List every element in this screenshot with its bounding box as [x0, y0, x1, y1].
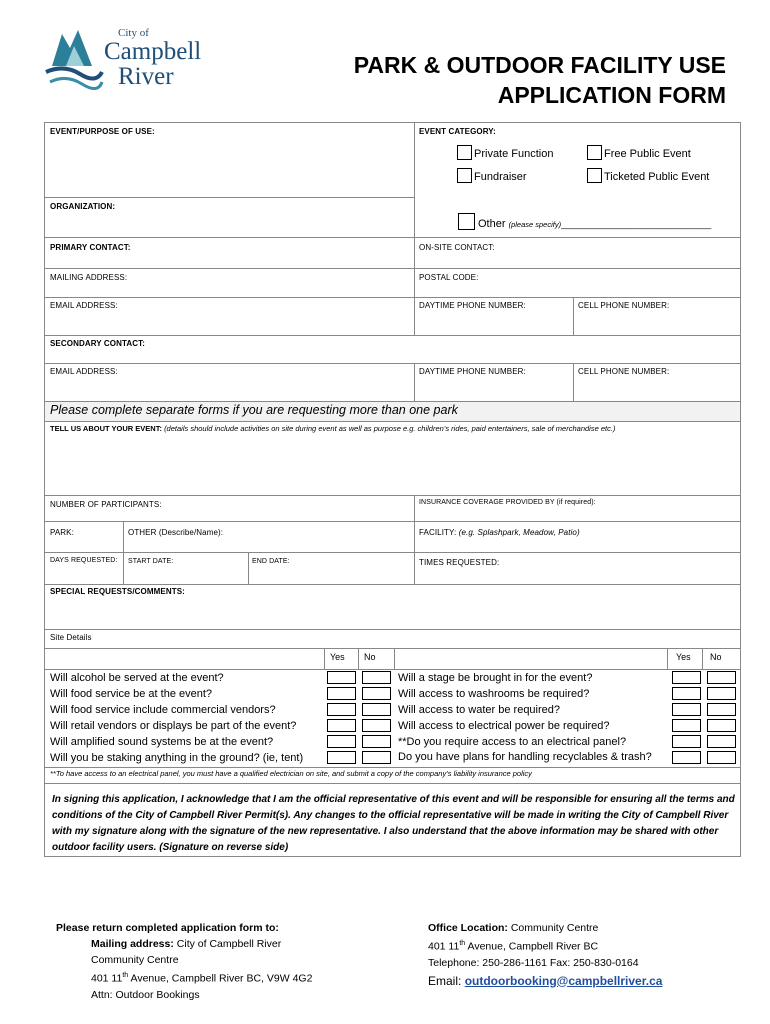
- yes-box-left-3[interactable]: [327, 703, 356, 716]
- office-line-2-sup: th: [459, 940, 466, 947]
- office-label: Office Location:: [428, 922, 508, 934]
- postal-code-label: POSTAL CODE:: [419, 273, 479, 282]
- yes-box-right-6[interactable]: [672, 751, 701, 764]
- no-box-right-5[interactable]: [707, 735, 736, 748]
- other-blank: ______________________________: [561, 219, 712, 229]
- question-left-4: Will retail vendors or displays be part of the event?: [50, 720, 297, 732]
- participants-label: NUMBER OF PARTICIPANTS:: [50, 500, 162, 509]
- office-value: Community Centre: [510, 922, 599, 934]
- ticketed-public-event-checkbox[interactable]: [587, 168, 602, 183]
- primary-contact-label: PRIMARY CONTACT:: [50, 243, 131, 252]
- mailing-line-4: Attn: Outdoor Bookings: [91, 988, 200, 1001]
- title-line-1: PARK & OUTDOOR FACILITY USE: [353, 52, 726, 78]
- email-label: Email:: [428, 973, 465, 988]
- title-line-2: APPLICATION FORM: [497, 82, 726, 108]
- no-box-right-6[interactable]: [707, 751, 736, 764]
- logo-city-of: City of: [118, 27, 149, 39]
- question-left-3: Will food service include commercial vendors?: [50, 704, 276, 716]
- email-line: [428, 973, 662, 989]
- other-describe-label: OTHER (Describe/Name):: [128, 528, 224, 537]
- free-public-event-checkbox[interactable]: [587, 145, 602, 160]
- separate-forms-notice: Please complete separate forms if you are requesting more than one park: [50, 403, 458, 417]
- mailing-line-2: Community Centre: [91, 954, 179, 966]
- facility-label: FACILITY:: [419, 528, 457, 537]
- return-info: [56, 920, 312, 1003]
- office-info: [428, 920, 662, 989]
- event-purpose-field[interactable]: [46, 138, 412, 196]
- special-requests-label: SPECIAL REQUESTS/COMMENTS:: [50, 587, 185, 596]
- logo-mark-icon: [44, 26, 104, 96]
- tell-us-row: [50, 424, 615, 433]
- end-date-label: END DATE:: [252, 558, 290, 565]
- cell-phone-label: CELL PHONE NUMBER:: [578, 301, 670, 310]
- other-checkbox[interactable]: [458, 213, 475, 230]
- days-requested-label: DAYS REQUESTED:: [50, 557, 118, 564]
- yes-box-right-2[interactable]: [672, 687, 701, 700]
- other-text: Other: [478, 218, 506, 230]
- ticketed-public-event-label: Ticketed Public Event: [604, 171, 710, 183]
- office-line-1: [428, 920, 662, 936]
- office-line-2: [428, 936, 662, 955]
- site-details-label: Site Details: [50, 633, 92, 642]
- no-box-left-2[interactable]: [362, 687, 391, 700]
- daytime-phone-2-label: DAYTIME PHONE NUMBER:: [419, 367, 526, 376]
- question-left-2: Will food service be at the event?: [50, 688, 213, 700]
- logo-river: River: [118, 63, 174, 90]
- other-label: [478, 218, 711, 230]
- mailing-line-3-pre: 401 11: [91, 972, 123, 985]
- mailing-line-3-sup: th: [122, 972, 129, 979]
- no-box-left-4[interactable]: [362, 719, 391, 732]
- question-right-1: Will a stage be brought in for the event?: [398, 672, 593, 684]
- office-line-2-post: Avenue, Campbell River BC: [465, 940, 599, 953]
- question-right-2: Will access to washrooms be required?: [398, 688, 590, 700]
- special-requests-field[interactable]: [46, 598, 740, 628]
- question-left-6: Will you be staking anything in the ground? (ie, tent): [50, 752, 304, 764]
- daytime-phone-label: DAYTIME PHONE NUMBER:: [419, 301, 526, 310]
- park-label: PARK:: [50, 528, 74, 537]
- no-box-left-1[interactable]: [362, 671, 391, 684]
- email-address-2-label: EMAIL ADDRESS:: [50, 367, 118, 376]
- question-right-5: **Do you require access to an electrical panel?: [398, 736, 627, 748]
- fundraiser-label: Fundraiser: [474, 171, 527, 183]
- mailing-line-3-post: Avenue, Campbell River BC, V9W 4G2: [128, 972, 313, 985]
- no-box-left-3[interactable]: [362, 703, 391, 716]
- event-purpose-label: EVENT/PURPOSE OF USE:: [50, 127, 155, 136]
- no-box-right-1[interactable]: [707, 671, 736, 684]
- no-header-right: No: [710, 652, 722, 662]
- tell-us-note: (details should include activities on site during event as well as purpose e.g. children’s rides, paid entertainers, sale of merchandise etc.): [164, 424, 616, 433]
- office-line-3: Telephone: 250-286-1161 Fax: 250-830-0164: [428, 956, 639, 969]
- no-box-right-2[interactable]: [707, 687, 736, 700]
- fundraiser-checkbox[interactable]: [457, 168, 472, 183]
- question-right-6: Do you have plans for handling recyclables & trash?: [398, 751, 652, 763]
- mailing-line-1: [91, 936, 312, 952]
- insurance-label: INSURANCE COVERAGE PROVIDED BY (if required):: [419, 499, 596, 506]
- no-box-left-6[interactable]: [362, 751, 391, 764]
- yes-box-left-5[interactable]: [327, 735, 356, 748]
- question-left-5: Will amplified sound systems be at the event?: [50, 736, 274, 748]
- no-box-right-4[interactable]: [707, 719, 736, 732]
- yes-box-left-6[interactable]: [327, 751, 356, 764]
- event-details-field[interactable]: [46, 436, 740, 494]
- yes-header-right: Yes: [676, 652, 691, 662]
- mailing-label: Mailing address:: [91, 938, 174, 950]
- yes-box-left-1[interactable]: [327, 671, 356, 684]
- tell-us-label: TELL US ABOUT YOUR EVENT:: [50, 424, 162, 433]
- logo-campbell: Campbell: [104, 38, 202, 65]
- secondary-contact-label: SECONDARY CONTACT:: [50, 339, 145, 348]
- yes-box-right-3[interactable]: [672, 703, 701, 716]
- page-title: [354, 50, 726, 110]
- question-right-4: Will access to electrical power be required?: [398, 720, 610, 732]
- yes-header-left: Yes: [330, 652, 345, 662]
- declaration-text: In signing this application, I acknowledge that I am the official representative of this event and will be responsible for ensuring all the terms and conditions of the City of Campbell River Permit(s). Any changes to the official representative will be made in writing the City of Campbell River with my signature along with the signature of the new representative. I also understand that the above information may be shared with other outdoor facility users. (Signature on reverse side): [52, 794, 735, 853]
- times-requested-label: TIMES REQUESTED:: [419, 558, 500, 567]
- yes-box-left-2[interactable]: [327, 687, 356, 700]
- office-line-2-pre: 401 11: [428, 940, 460, 953]
- facility-note: (e.g. Splashpark, Meadow, Patio): [458, 528, 580, 537]
- yes-box-right-1[interactable]: [672, 671, 701, 684]
- onsite-contact-label: ON-SITE CONTACT:: [419, 243, 495, 252]
- mailing-value: City of Campbell River: [176, 938, 282, 950]
- private-function-checkbox[interactable]: [457, 145, 472, 160]
- private-function-label: Private Function: [474, 148, 554, 160]
- city-logo: [44, 26, 204, 96]
- event-category-label: EVENT CATEGORY:: [419, 127, 496, 136]
- no-box-left-5[interactable]: [362, 735, 391, 748]
- mailing-address-label: MAILING ADDRESS:: [50, 273, 128, 282]
- email-address-label: EMAIL ADDRESS:: [50, 301, 118, 310]
- start-date-label: START DATE:: [128, 558, 174, 565]
- yes-box-right-5[interactable]: [672, 735, 701, 748]
- electrical-note: **To have access to an electrical panel, you must have a qualified electrician on site, and submit a copy of the company’s liability insurance policy: [50, 769, 532, 778]
- mailing-line-3: [91, 968, 312, 987]
- question-left-1: Will alcohol be served at the event?: [50, 672, 224, 684]
- no-header-left: No: [364, 652, 376, 662]
- question-right-3: Will access to water be required?: [398, 704, 561, 716]
- no-box-right-3[interactable]: [707, 703, 736, 716]
- facility-row: [419, 528, 580, 537]
- yes-box-right-4[interactable]: [672, 719, 701, 732]
- free-public-event-label: Free Public Event: [604, 148, 691, 160]
- organization-label: ORGANIZATION:: [50, 202, 116, 211]
- cell-phone-2-label: CELL PHONE NUMBER:: [578, 367, 670, 376]
- return-heading: Please return completed application form to:: [56, 922, 279, 934]
- other-note: (please specify): [508, 220, 562, 229]
- email-link[interactable]: outdoorbooking@campbellriver.ca: [464, 973, 663, 988]
- yes-box-left-4[interactable]: [327, 719, 356, 732]
